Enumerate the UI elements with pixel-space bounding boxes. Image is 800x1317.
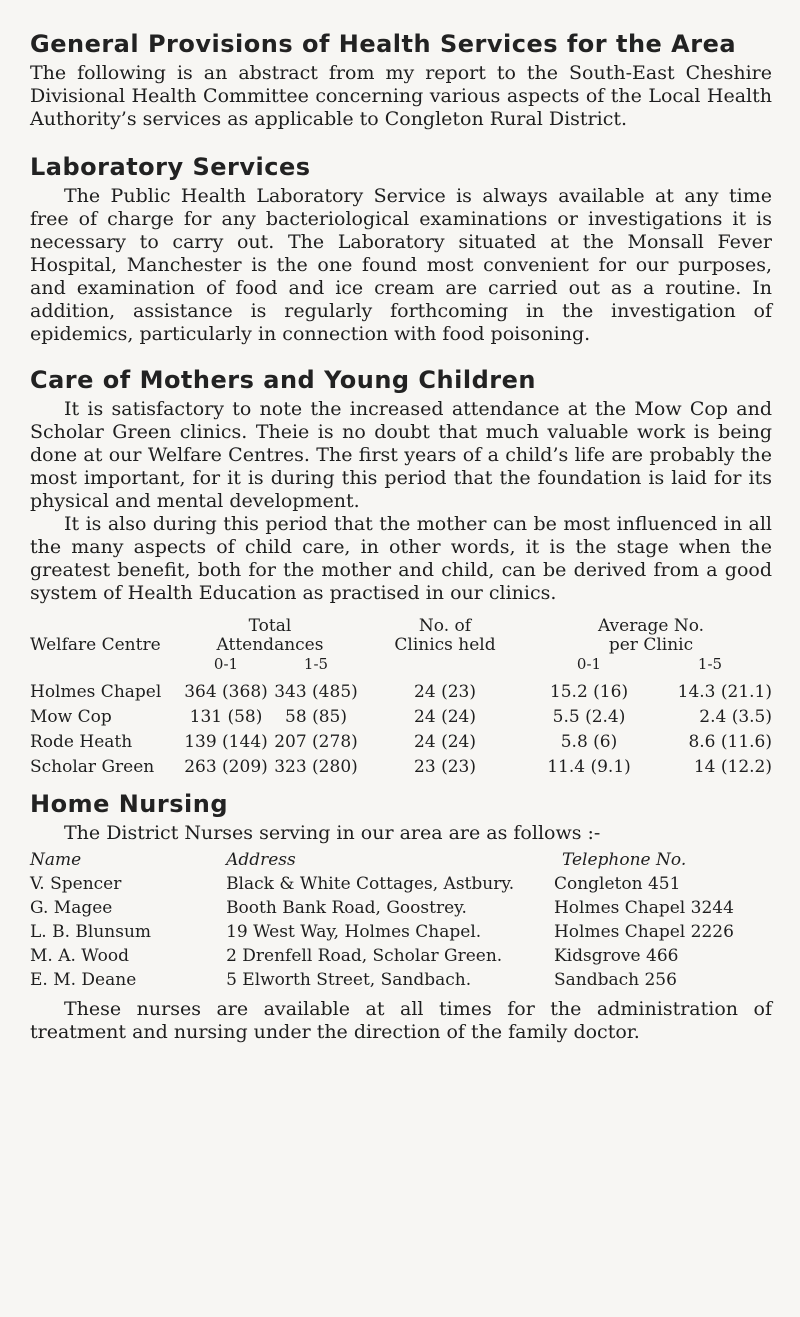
age-group-label: 1-5 [303,655,329,673]
clinics-held: 24 (24) [414,732,476,752]
table-row [30,872,772,896]
age-group-label: 1-5 [697,655,723,673]
average-1-5: 2.4 (3.5) [699,707,772,727]
average-0-1: 15.2 (16) [549,682,629,702]
table-row [30,896,772,920]
average-1-5: 8.6 (11.6) [688,732,772,752]
table-header-row [30,636,772,655]
centre-name: Mow Cop [30,707,112,727]
attendance-1-5: 58 (85) [285,707,347,727]
table-row [30,920,772,944]
welfare-centre-table [30,617,772,780]
table-row [30,705,772,730]
address-column-header: Address [226,850,296,870]
care-paragraph-1: It is satisfactory to note the increased attendance at the Mow Cop and Scholar Green clinics. Theie is no doubt that much valuable work is being done at our Welfare Centres. The first years of a child’s life are probably the most important, for it is during this period that the foundation is laid for its physical and mental development. [30,398,772,512]
nurse-telephone: Congleton 451 [553,874,681,894]
attendance-0-1: 364 (368) [184,682,268,702]
table-header-row [30,848,772,872]
general-intro-paragraph: The following is an abstract from my report to the South-East Cheshire Divisional Health Committee concerning various aspects of the Local Health Authority’s services as applicable to Congleton Rural District. [30,62,772,130]
nurse-address: 19 West Way, Holmes Chapel. [226,922,482,942]
clinics-held: 23 (23) [414,757,476,777]
nurse-name: G. Magee [30,898,113,918]
centre-name: Scholar Green [30,757,155,777]
attendances-header: Attendances [216,635,324,655]
telephone-column-header: Telephone No. [561,850,687,870]
care-of-mothers-heading: Care of Mothers and Young Children [30,366,536,394]
nurse-name: V. Spencer [30,874,122,894]
table-row [30,944,772,968]
name-column-header: Name [30,850,82,870]
table-header-row [30,617,772,636]
nurse-address: 5 Elworth Street, Sandbach. [226,970,472,990]
average-1-5: 14.3 (21.1) [677,682,772,702]
attendance-0-1: 131 (58) [189,707,263,727]
average-header: Average No. [597,616,705,636]
attendance-1-5: 343 (485) [274,682,358,702]
average-0-1: 5.8 (6) [560,732,618,752]
clinics-held-header: Clinics held [394,635,496,655]
laboratory-paragraph: The Public Health Laboratory Service is always available at any time free of charge for any bacteriological examinations or investigations it is necessary to carry out. The Laboratory situated at the Monsall Fever Hospital, Manchester is the one found most convenient for our purposes, and examination of food and ice cream are carried out as a routine. In addition, assistance is regularly forthcoming in the investigation of epidemics, particularly in connection with food poisoning. [30,185,772,345]
nurse-telephone: Holmes Chapel 3244 [553,898,734,918]
table-row [30,730,772,755]
age-group-label: 0-1 [213,655,239,673]
centre-name: Rode Heath [30,732,133,752]
per-clinic-header: per Clinic [608,635,694,655]
attendance-1-5: 323 (280) [274,757,358,777]
home-nursing-heading: Home Nursing [30,790,228,818]
age-group-label: 0-1 [576,655,602,673]
total-header: Total [248,616,292,636]
average-0-1: 5.5 (2.4) [552,707,626,727]
clinics-header: No. of [418,616,472,636]
average-1-5: 14 (12.2) [693,757,772,777]
average-0-1: 11.4 (9.1) [547,757,631,777]
nurse-telephone: Kidsgrove 466 [553,946,679,966]
care-paragraph-2: It is also during this period that the mother can be most influenced in all the many aspects of child care, in other words, it is the stage when the greatest benefit, both for the mother and child, can be derived from a good system of Health Education as practised in our clinics. [30,513,772,604]
laboratory-services-heading: Laboratory Services [30,153,311,181]
attendance-1-5: 207 (278) [274,732,358,752]
table-row [30,674,772,705]
clinics-held: 24 (24) [414,707,476,727]
nurse-address: 2 Drenfell Road, Scholar Green. [226,946,503,966]
nurse-address: Booth Bank Road, Goostrey. [226,898,467,918]
nurse-name: E. M. Deane [30,970,137,990]
general-provisions-heading: General Provisions of Health Services for the Area [30,30,737,58]
table-row [30,968,772,992]
welfare-centre-header: Welfare Centre [30,635,161,655]
clinics-held: 24 (23) [414,682,476,702]
home-nursing-intro: The District Nurses serving in our area are as follows :- [64,822,601,844]
home-nursing-closing: These nurses are available at all times for the administration of treatment and nursing under the direction of the family doctor. [30,998,772,1043]
nurse-name: M. A. Wood [30,946,129,966]
attendance-0-1: 263 (209) [184,757,268,777]
nurse-telephone: Holmes Chapel 2226 [553,922,734,942]
nurse-telephone: Sandbach 256 [553,970,677,990]
age-group-header-row [30,655,772,674]
centre-name: Holmes Chapel [30,682,162,702]
table-row [30,755,772,780]
nurse-name: L. B. Blunsum [30,922,152,942]
district-nurses-table [30,848,772,992]
nurse-address: Black & White Cottages, Astbury. [226,874,515,894]
attendance-0-1: 139 (144) [184,732,268,752]
